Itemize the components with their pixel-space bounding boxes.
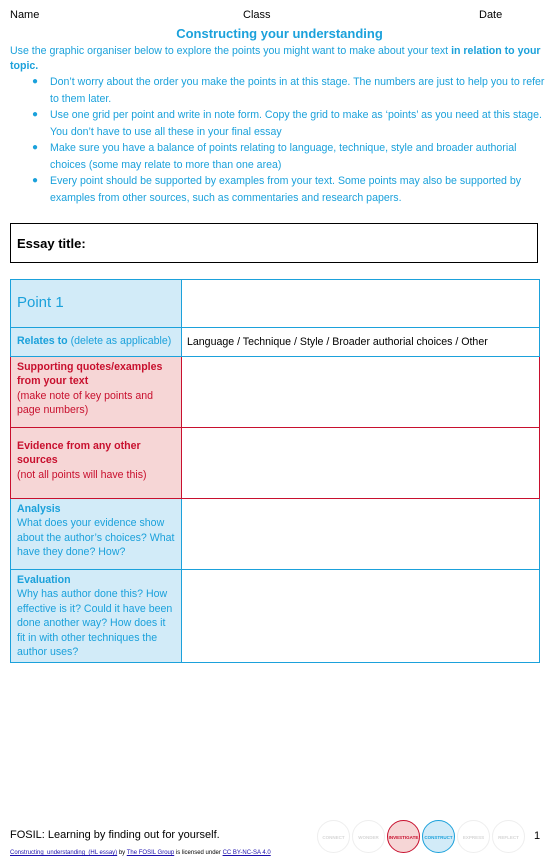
bullet-text: Make sure you have a balance of points relating to language, technique, style and broader authorial choices (some may relate to more than one area) (50, 142, 517, 171)
bullet-icon: ● (32, 142, 39, 153)
stage-express-icon: EXPRESS (457, 820, 490, 853)
relates-value-cell[interactable] (182, 328, 540, 357)
page-number: 1 (534, 830, 541, 842)
license-author-link[interactable]: The FOSIL Group (126, 850, 175, 856)
point-label: Point 1 (17, 294, 64, 311)
list-item (10, 173, 546, 206)
analysis-label-cell (11, 499, 182, 570)
list-item (10, 107, 546, 140)
license-cc-link[interactable]: CC BY-NC-SA 4.0 (222, 850, 271, 856)
evaluation-sub: Why has author done this? How effective is it? Could it have been done another way? How does it fit in with other techniques the author uses? (17, 588, 173, 659)
stage-reflect-icon: REFLECT (492, 820, 525, 853)
intro-lead: Use the graphic organiser below to explore the points you might want to make about your text (10, 45, 452, 57)
bullet-text: Don’t worry about the order you make the points in at this stage. The numbers are just to help you to refer to them later. (50, 76, 545, 105)
analysis-value-cell[interactable] (182, 499, 540, 570)
stage-wonder-icon: WONDER (352, 820, 385, 853)
name-label: Name (10, 9, 40, 21)
bullet-text: Every point should be supported by examples from your text. Some points may also be supported by examples from other sources, such as commentaries and research papers. (50, 175, 522, 204)
relates-options: Language / Technique / Style / Broader authorial choices / Other (187, 336, 488, 348)
relates-label: Relates to (17, 335, 68, 347)
stage-construct-icon: CONSTRUCT (422, 820, 455, 853)
evaluation-label-cell (11, 570, 182, 663)
supporting-value-cell[interactable] (182, 357, 540, 428)
analysis-sub: What does your evidence show about the author’s choices? What have they done? How? (17, 517, 175, 559)
evidence-label-cell (11, 428, 182, 499)
intro-emphasis: in relation to your topic. (10, 45, 541, 72)
bullet-icon: ● (32, 109, 39, 120)
evidence-title: Evidence from any other sources (17, 440, 141, 467)
bullet-icon: ● (32, 76, 39, 87)
date-label: Date (479, 9, 503, 21)
footer-tagline: FOSIL: Learning by finding out for yourself. (10, 829, 220, 841)
bullet-icon: ● (32, 175, 39, 186)
instruction-list (10, 74, 546, 206)
point-value-cell[interactable] (182, 280, 540, 328)
evaluation-value-cell[interactable] (182, 570, 540, 663)
essay-title-label: Essay title: (17, 236, 86, 251)
point-grid (10, 279, 540, 663)
evidence-value-cell[interactable] (182, 428, 540, 499)
point-label-cell (11, 280, 182, 328)
supporting-sub: (make note of key points and page numbers) (17, 389, 154, 417)
intro-paragraph (10, 44, 546, 73)
stage-connect-icon: CONNECT (317, 820, 350, 853)
bullet-text: Use one grid per point and write in note form. Copy the grid to make as ‘points’ as you need at this stage. You don’t have to use all these in your final essay (50, 109, 542, 138)
evaluation-title: Evaluation (17, 574, 71, 586)
license-mid: is licensed under (174, 850, 223, 856)
license-line (10, 850, 271, 856)
analysis-title: Analysis (17, 503, 61, 515)
list-item (10, 140, 546, 173)
fosil-stages (317, 820, 527, 856)
license-work-link[interactable]: Constructing_understanding_(HL essay) (10, 850, 118, 856)
relates-sublabel: (delete as applicable) (67, 335, 172, 347)
stage-investigate-icon: INVESTIGATE (387, 820, 420, 853)
evidence-sub: (not all points will have this) (17, 468, 147, 481)
relates-label-cell (11, 328, 182, 357)
license-by: by (117, 850, 127, 856)
list-item (10, 74, 546, 107)
supporting-label-cell (11, 357, 182, 428)
essay-title-box[interactable] (10, 223, 538, 263)
supporting-title: Supporting quotes/examples from your text (17, 361, 163, 388)
page-title: Constructing your understanding (176, 26, 383, 41)
class-label: Class (243, 9, 271, 21)
